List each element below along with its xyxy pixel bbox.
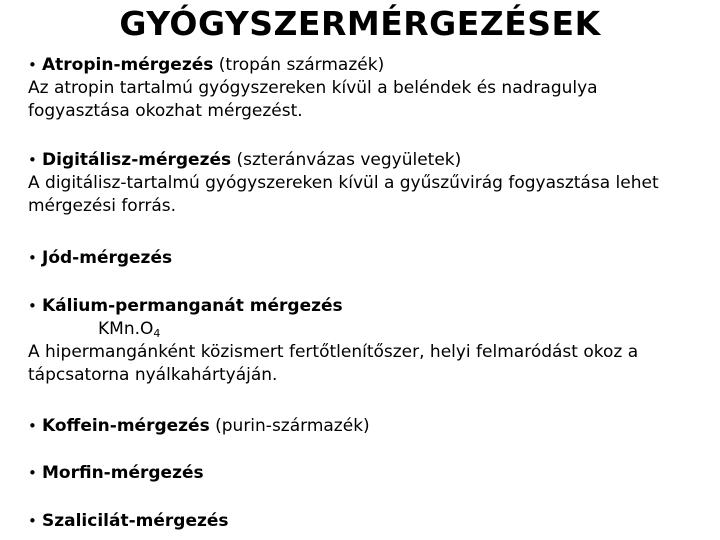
body-line: A hipermangánként közismert fertőtlenítőszer, helyi felmaródást okoz a (28, 342, 639, 362)
bullet-icon: • (28, 151, 37, 169)
formula-subscript: 4 (153, 327, 161, 340)
bullet-icon: • (28, 297, 37, 315)
body-line: Az atropin tartalmú gyógyszereken kívül a beléndek és nadragulya (28, 78, 598, 98)
section-heading (28, 295, 708, 318)
bullet-icon: • (28, 464, 37, 482)
section-atropin (28, 54, 708, 123)
bullet-icon: • (28, 249, 37, 267)
bullet-icon: • (28, 417, 37, 435)
section-name: Morfin-mérgezés (42, 463, 204, 483)
section-heading (28, 415, 708, 438)
section-digitalisz (28, 149, 708, 218)
section-name: Koffein-mérgezés (42, 416, 210, 436)
section-heading (28, 462, 708, 485)
body-line: tápcsatorna nyálkahártyáján. (28, 365, 278, 385)
section-kalium-permanganat (28, 295, 708, 387)
section-szalicilat (28, 510, 708, 533)
body-line: fogyasztása okozhat mérgezést. (28, 101, 303, 121)
body-line: mérgezési forrás. (28, 196, 177, 216)
body-line: A digitálisz-tartalmú gyógyszereken kívül a gyűszűvirág fogyasztása lehet (28, 173, 659, 193)
section-heading (28, 510, 708, 533)
formula-main: KMn.O (98, 319, 154, 339)
section-name: Digitálisz-mérgezés (42, 150, 232, 170)
chemical-formula (28, 318, 708, 341)
section-name: Jód-mérgezés (42, 248, 173, 268)
section-note: (purin-származék) (215, 416, 370, 436)
section-heading (28, 247, 708, 270)
section-jod (28, 247, 708, 270)
section-name: Kálium-permanganát mérgezés (42, 296, 343, 316)
section-morfin (28, 462, 708, 485)
section-koffein (28, 415, 708, 438)
section-note: (tropán származék) (218, 55, 385, 75)
bullet-icon: • (28, 512, 37, 530)
section-heading (28, 149, 708, 172)
page-title: GYÓGYSZERMÉRGEZÉSEK (119, 4, 601, 43)
section-name: Atropin-mérgezés (42, 55, 214, 75)
section-heading (28, 54, 708, 77)
section-note: (szteránvázas vegyületek) (236, 150, 462, 170)
section-name: Szalicilát-mérgezés (42, 511, 229, 531)
bullet-icon: • (28, 56, 37, 74)
